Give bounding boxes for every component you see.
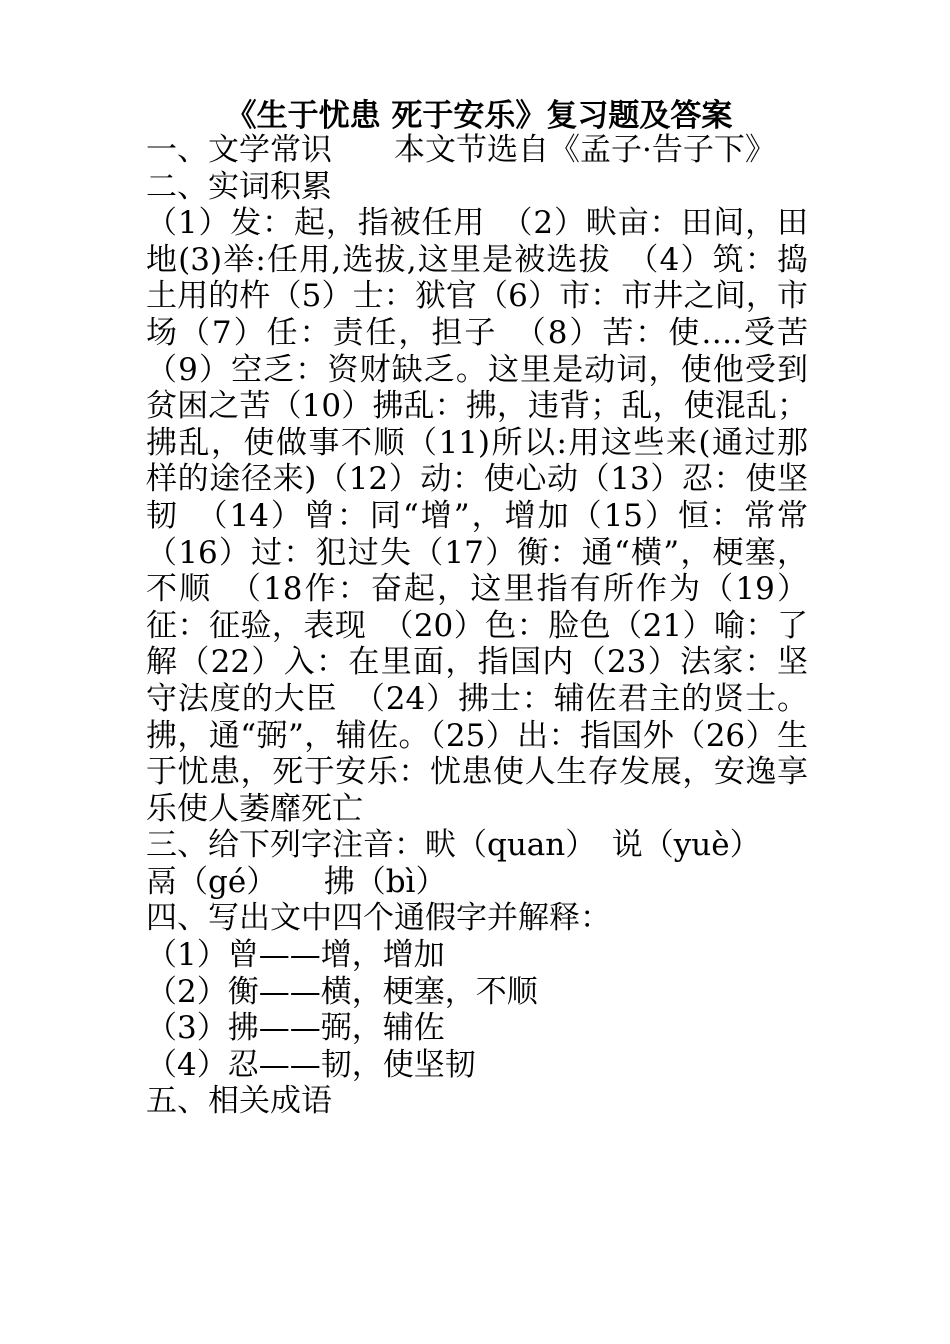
section-vocab-heading: 二、实词积累	[146, 168, 332, 205]
section-pinyin-line-1: 三、给下列字注音：畎（quan） 说（yuè）	[146, 827, 761, 864]
section-vocab-body: （1）发：起，指被任用 （2）畎亩：田间，田地(3)举:任用,选拔,这里是被选拔 （4）筑：捣土用的杵（5）士：狱官（6）市：市井之间，市场（7）任：责任，担子 （8）苦：使….受苦（9）空乏：资财缺乏。这里是动词，使他受到贫困之苦（10）拂乱：拂，违背；乱，使混乱；拂乱，使做事不顺（11)所以:用这些来(通过那样的途径来)（12）动：使心动（13）忍：使坚韧 （14）曾：同“增”，增加（15）恒：常常 （16）过：犯过失（17）衡：通“横”，梗塞，不顺 （18作：奋起，这里指有所作为（19）征：征验，表现 （20）色：脸色（21）喻：了解（22）入：在里面，指国内（23）法家：坚守法度的大臣 （24）拂士：辅佐君主的贤士。拂，通“弼”，辅佐。（25）出：指国外（26）生于忧患，死于安乐：忧患使人生存发展，安逸享乐使人萎靡死亡	[146, 205, 839, 827]
tongjia-item: （1）曾——增，增加	[146, 937, 445, 974]
section-tongjia-heading: 四、写出文中四个通假字并解释：	[146, 900, 611, 937]
document-body	[146, 132, 839, 1120]
tongjia-item: （2）衡——横，梗塞，不顺	[146, 973, 538, 1010]
section-idioms-heading: 五、相关成语	[146, 1083, 332, 1120]
tongjia-item: （4）忍——韧，使坚韧	[146, 1046, 476, 1083]
section-pinyin-line-2: 鬲（gé） 拂（bì）	[146, 863, 447, 900]
section-literature: 一、文学常识 本文节选自《孟子·告子下》	[146, 132, 776, 168]
document-title: 《生于忧患 死于安乐》复习题及答案	[225, 98, 733, 134]
tongjia-item: （3）拂——弼，辅佐	[146, 1010, 445, 1047]
document-page	[146, 96, 839, 1120]
